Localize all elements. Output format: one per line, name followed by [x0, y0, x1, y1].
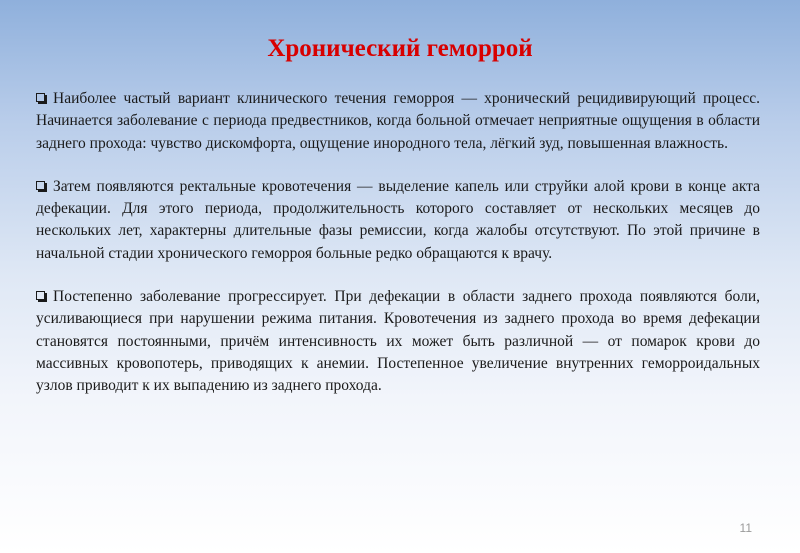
paragraph-text: Наиболее частый вариант клинического течения геморроя — хронический рецидивирующий процесс. Начинается заболевание с периода предвестников, когда больной отмечает неприятные ощущения в области заднего прохода: чувство дискомфорта, ощущение инородного тела, лёгкий зуд, повышенная влажность. — [36, 90, 760, 152]
bullet-paragraph-2 — [36, 176, 760, 265]
bullet-paragraph-1 — [36, 88, 760, 155]
paragraph-text: Затем появляются ректальные кровотечения — выделение капель или струйки алой крови в конце акта дефекации. Для этого периода, продолжительность которого составляет от нескольких месяцев до нескольких лет, характерны длительные фазы ремиссии, когда жалобы отсутствуют. По этой причине в начальной стадии хронического геморроя больные редко обращаются к врачу. — [36, 177, 760, 262]
bullet-paragraph-3 — [36, 286, 760, 397]
page-number: 11 — [739, 521, 752, 535]
square-bullet-icon — [36, 291, 45, 300]
square-bullet-icon — [36, 181, 45, 190]
square-bullet-icon — [36, 93, 45, 102]
slide-title: Хронический геморрой — [267, 35, 533, 62]
slide-content — [36, 88, 760, 419]
paragraph-text: Постепенно заболевание прогрессирует. При дефекации в области заднего прохода появляются боли, усиливающиеся при нарушении режима питания. Кровотечения из заднего прохода во время дефекации становятся постоянными, причём интенсивность их может быть различной — от помарок крови до массивных кровопотерь, приводящих к анемии. Постепенное увеличение внутренних геморроидальных узлов приводит к их выпадению из заднего прохода. — [36, 288, 760, 395]
